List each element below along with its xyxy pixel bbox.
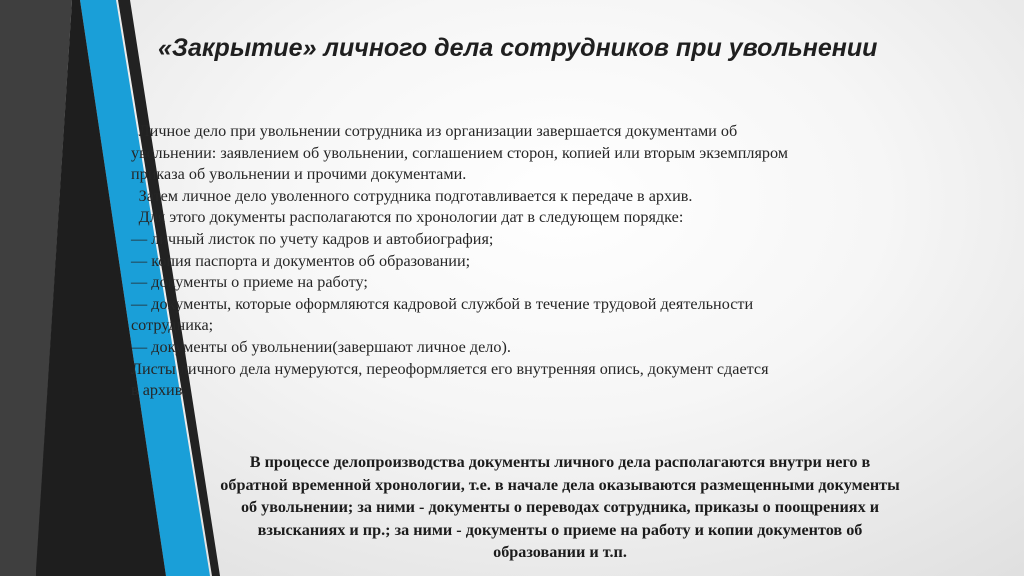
body-line-text: — документы об увольнении(завершают личное дело). [131, 337, 511, 356]
body-line-text: приказа об увольнении и прочими документами. [131, 165, 467, 184]
body-line-text: — личный листок по учету кадров и автобиография; [131, 229, 494, 248]
bullet-icon: • [131, 122, 137, 140]
body-line [131, 337, 911, 359]
body-line [131, 315, 911, 337]
summary-line: взысканиях и пр.; за ними - документы о приеме на работу и копии документов об [257, 520, 863, 539]
body-line-text: — документы, которые оформляются кадровой службой в течение трудовой деятельности [131, 294, 754, 313]
body-line [131, 143, 911, 165]
body-line-text: — копия паспорта и документов об образовании; [131, 251, 471, 270]
body-line-text: Листы личного дела нумеруются, переоформляется его внутренняя опись, документ сдается [131, 359, 769, 378]
body-text [131, 121, 911, 402]
body-line-text: увольнении: заявлением об увольнении, соглашением сторон, копией или вторым экземпляром [131, 143, 789, 162]
body-line [131, 229, 911, 251]
body-line [131, 251, 911, 273]
body-line [131, 359, 911, 381]
slide-title: «Закрытие» личного дела сотрудников при увольнении [158, 34, 878, 62]
body-line-text: — документы о приеме на работу; [131, 273, 368, 292]
summary-line: В процессе делопроизводства документы личного дела располагаются внутри него в [249, 453, 871, 471]
body-line [131, 121, 911, 143]
bullet-icon: • [131, 186, 137, 205]
body-line [131, 164, 911, 186]
summary-line: обратной временной хронологии, т.е. в начале дела оказываются размещенными документы [220, 475, 900, 494]
body-line-text: Личное дело при увольнении сотрудника из организации завершается документами об [138, 122, 738, 140]
body-line [131, 207, 911, 229]
body-line-text: в архив. [131, 381, 187, 400]
summary-line: об увольнении; за ними - документы о переводах сотрудника, приказы о поощрениях и [240, 498, 880, 516]
body-line [131, 186, 911, 208]
body-line-text: Для этого документы располагаются по хронологии дат в следующем порядке: [138, 208, 684, 227]
bullet-icon: • [131, 208, 137, 227]
summary-paragraph [150, 451, 970, 564]
body-line [131, 272, 911, 294]
body-line-text: сотрудника; [131, 316, 214, 335]
summary-line: образовании и т.п. [493, 543, 627, 561]
bullet-icon: • [158, 453, 164, 471]
body-line [131, 294, 911, 316]
body-line [131, 380, 911, 402]
body-line-text: Затем личное дело уволенного сотрудника подготавливается к передаче в архив. [138, 186, 693, 205]
